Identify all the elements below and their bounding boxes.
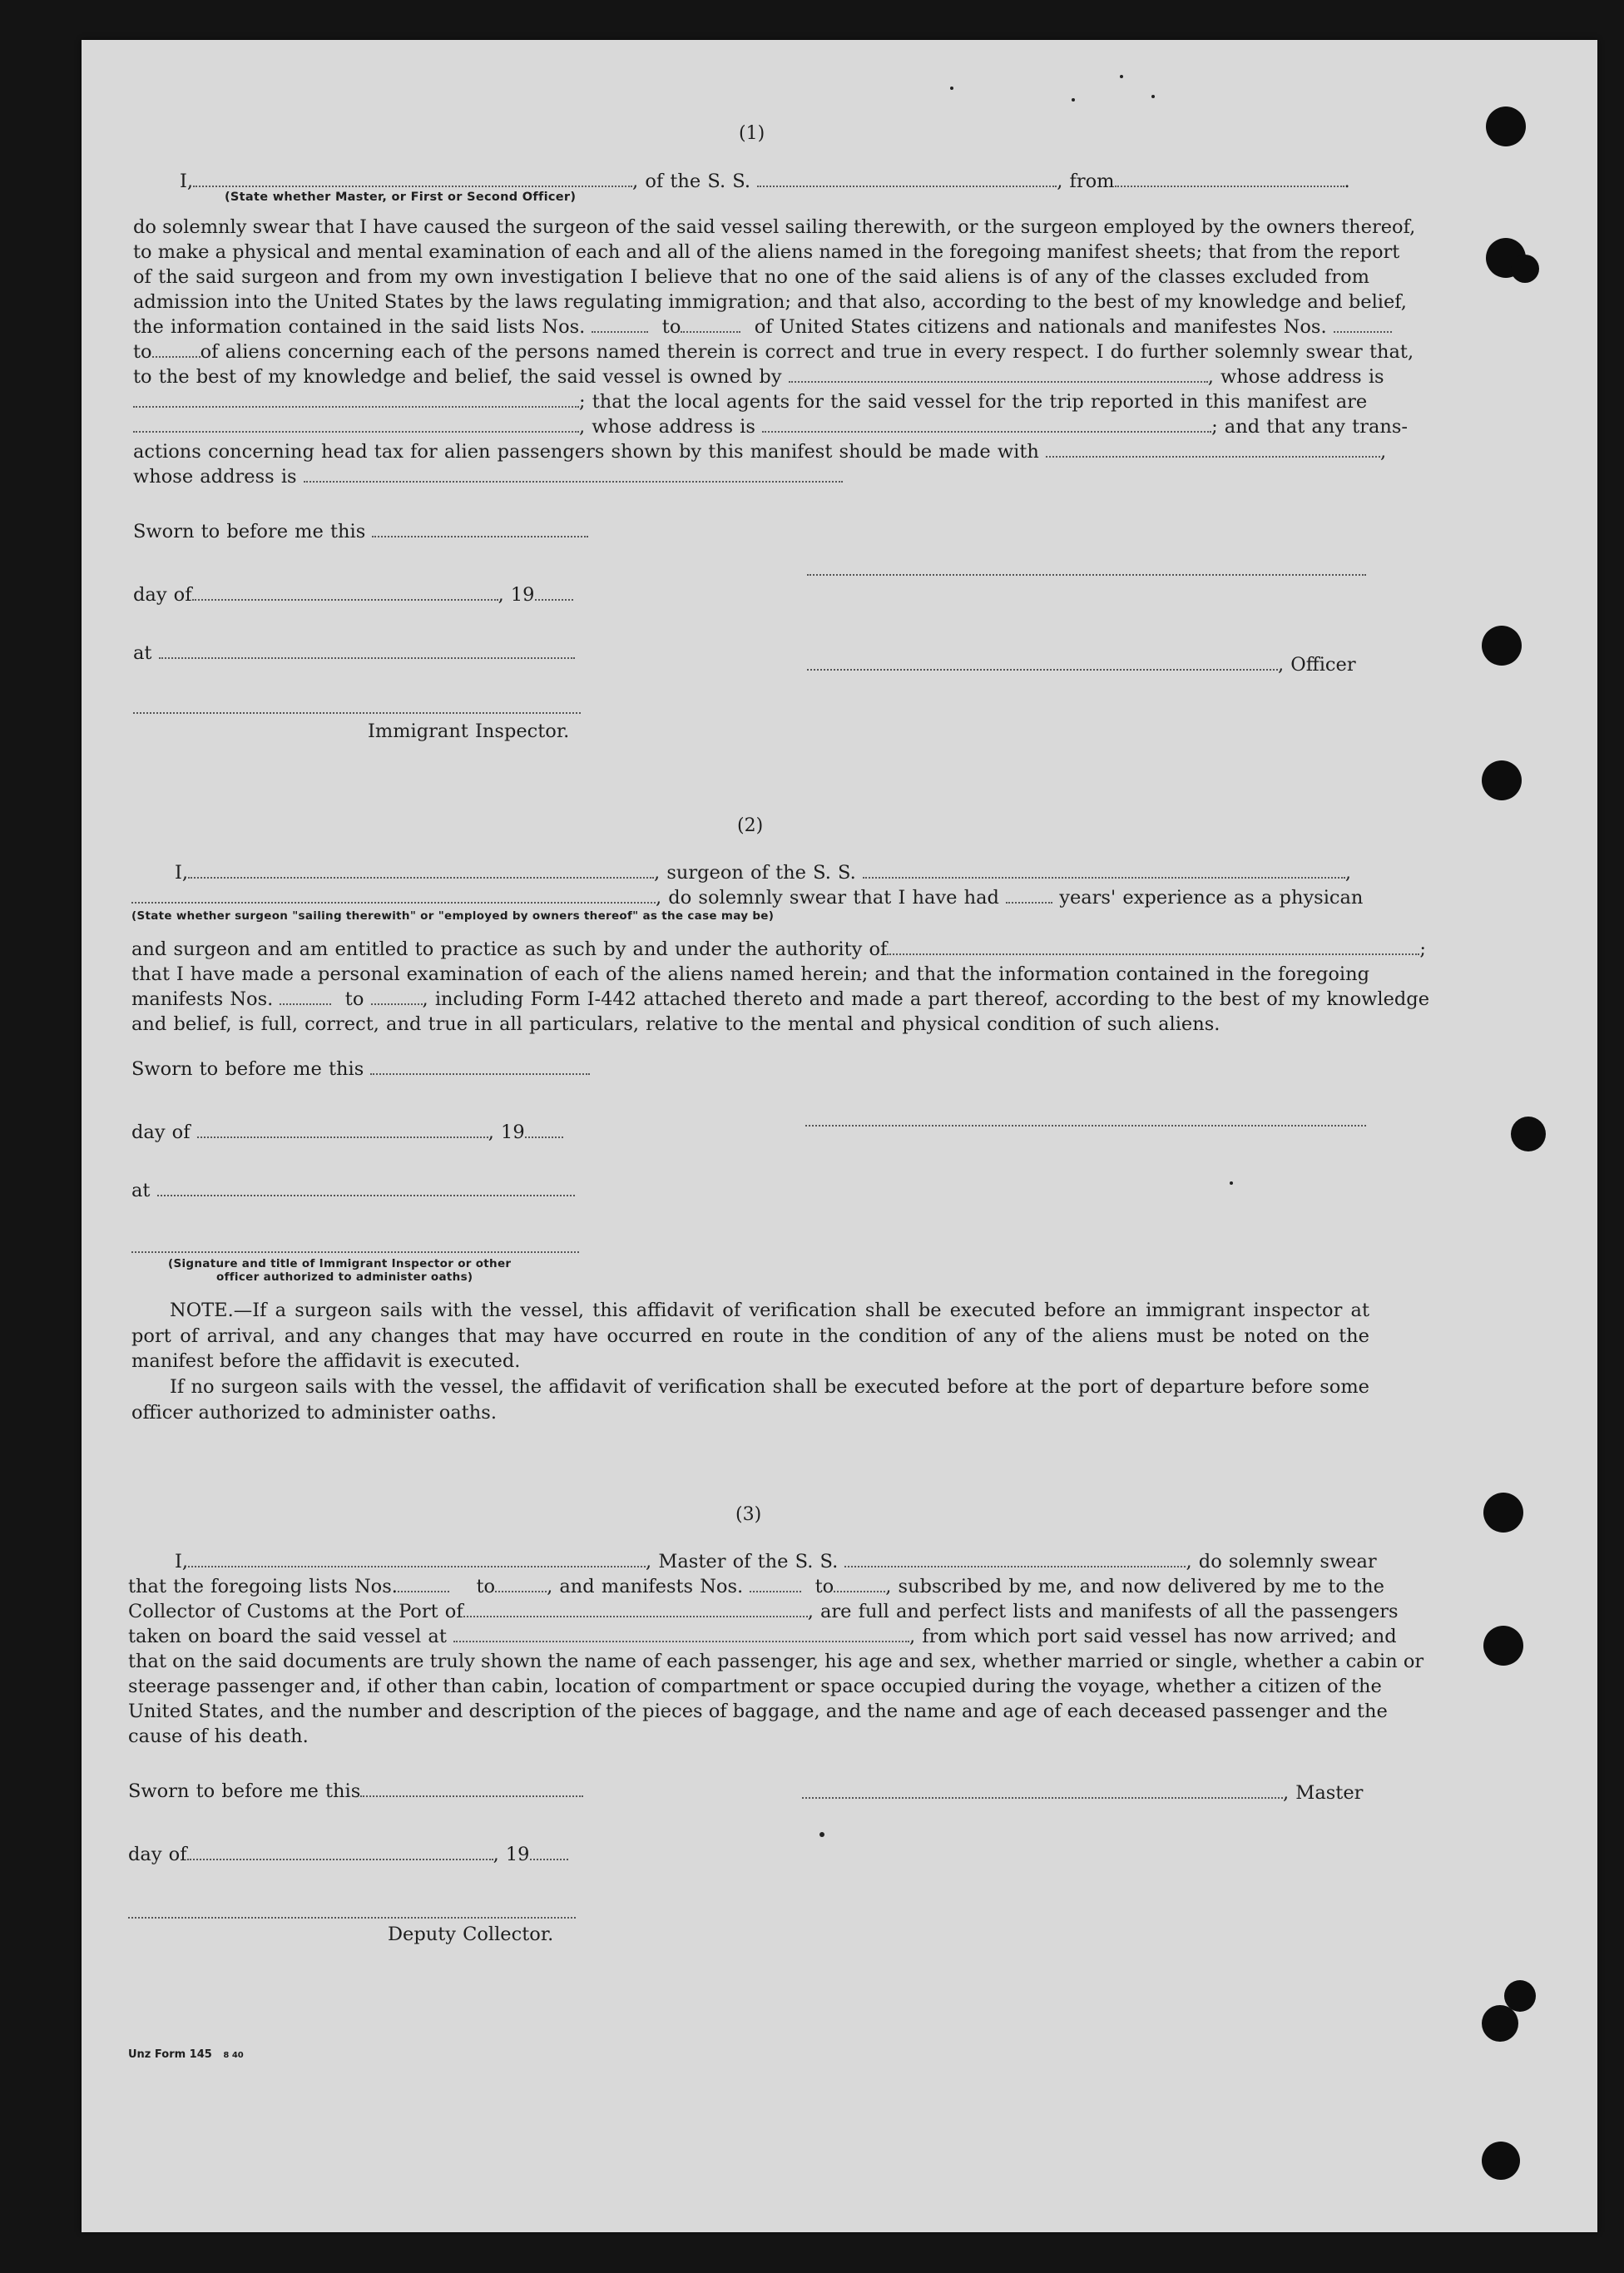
master-name-blank[interactable] <box>188 1554 646 1567</box>
years-experience-blank[interactable] <box>1006 890 1052 904</box>
s2-place-blank[interactable] <box>157 1183 575 1196</box>
surgeon-signature-blank[interactable] <box>805 1125 1366 1127</box>
officer-signature-blank[interactable] <box>807 574 1366 576</box>
s1-lists-line: the information contained in the said lists Nos. to of United States citizens and nationals and manifestes Nos. <box>133 314 1369 339</box>
s3-master-signature-line: , Master <box>802 1780 1363 1805</box>
s2-note-1: NOTE.—If a surgeon sails with the vessel, this affidavit of verification shall be executed before an immigrant inspector at port of arrival, and any changes that may have occurred en route in the condition of any of the aliens must be noted on the manifest before the affidavit is executed. <box>131 1300 1369 1372</box>
s3-deputy-label: Deputy Collector. <box>388 1924 554 1945</box>
surgeon-name-blank[interactable] <box>188 865 654 879</box>
headtax-contact-blank[interactable] <box>1046 444 1380 458</box>
speck <box>1120 75 1123 78</box>
s1-at-line: at <box>133 641 575 666</box>
section-2-number: (2) <box>737 815 764 836</box>
s2-vessel-name-blank[interactable] <box>863 865 1345 879</box>
s1-day-line: day of , 19 <box>133 582 573 607</box>
punch-hole <box>1482 2005 1518 2042</box>
punch-hole <box>1511 255 1539 283</box>
s1-sworn-line: Sworn to before me this <box>133 519 588 544</box>
s3-collector-line: Collector of Customs at the Port of , are full and perfect lists and manifests of all the passengers <box>128 1601 1399 1622</box>
officer-title-blank[interactable] <box>807 657 1278 671</box>
s3-body-line: United States, and the number and description of the pieces of baggage, and the name and age of each deceased passenger and the <box>128 1701 1388 1722</box>
port-of-blank[interactable] <box>463 1604 808 1617</box>
manifest-affidavit-page <box>82 40 1597 2232</box>
s1-body-line: of the said surgeon and from my own investigation I believe that no one of the said aliens is of any of the classes excluded from <box>133 266 1369 288</box>
s2-signature-note-1: (Signature and title of Immigrant Inspector or other <box>168 1257 512 1270</box>
s1-officer-signature-line: , Officer <box>807 652 1356 677</box>
speck <box>819 1832 824 1837</box>
s3-list-from-blank[interactable] <box>398 1579 449 1592</box>
speck <box>950 87 953 90</box>
list-no-from-blank[interactable] <box>592 319 648 333</box>
s2-surgeon-line: I, , surgeon of the S. S. , <box>175 862 1352 884</box>
place-blank[interactable] <box>159 646 575 659</box>
s1-body-line: do solemnly swear that I have caused the surgeon of the said vessel sailing therewith, or the surgeon employed by the owners thereof, <box>133 216 1416 238</box>
sworn-day-blank[interactable] <box>372 524 588 537</box>
punch-hole <box>1483 1493 1523 1533</box>
manifest-to-blank[interactable] <box>152 344 201 358</box>
s1-agents-line: ; that the local agents for the said vessel for the trip reported in this manifest are <box>133 389 1367 414</box>
s1-headtax-line: actions concerning head tax for alien passengers shown by this manifest should be made with , <box>133 441 1387 463</box>
speck <box>1072 98 1075 102</box>
s1-whose-address-line: whose address is <box>133 464 843 489</box>
s3-day-line: day of , 19 <box>128 1842 568 1867</box>
s3-sworn-line: Sworn to before me this <box>128 1779 583 1804</box>
surgeon-status-blank[interactable] <box>131 890 656 904</box>
month-blank[interactable] <box>192 587 498 601</box>
s2-month-blank[interactable] <box>197 1125 488 1138</box>
headtax-address-blank[interactable] <box>304 469 843 483</box>
authority-blank[interactable] <box>887 942 1419 955</box>
s1-body-line: admission into the United States by the laws regulating immigration; and that also, according to the best of my knowledge and belief, <box>133 291 1407 313</box>
s3-master-line: I, , Master of the S. S. , do solemnly swear <box>175 1551 1377 1572</box>
s2-signature-note-2: officer authorized to administer oaths) <box>216 1270 473 1284</box>
punch-hole <box>1486 106 1526 146</box>
port-from-blank[interactable] <box>1115 174 1344 187</box>
agents-name-blank[interactable] <box>133 419 579 433</box>
s1-owned-line: to the best of my knowledge and belief, the said vessel is owned by , whose address is <box>133 366 1384 388</box>
s3-sworn-day-blank[interactable] <box>360 1784 583 1797</box>
s2-belief-line: and belief, is full, correct, and true in all particulars, relative to the mental and physical condition of such aliens. <box>131 1013 1220 1035</box>
s1-to-line: to of aliens concerning each of the persons named therein is correct and true in every respect. I do further solemnly swear that, <box>133 341 1414 363</box>
section-1-number: (1) <box>739 123 765 144</box>
s1-officer-note: (State whether Master, or First or Second Officer) <box>225 191 577 204</box>
inspector-signature-blank[interactable] <box>133 712 581 714</box>
port-embarked-blank[interactable] <box>453 1629 909 1642</box>
s2-note-2: If no surgeon sails with the vessel, the affidavit of verification shall be executed before at the port of departure before some officer authorized to administer oaths. <box>131 1376 1369 1424</box>
s3-last-line: cause of his death. <box>128 1726 309 1747</box>
s1-inspector-label: Immigrant Inspector. <box>368 721 570 742</box>
manifest-no-blank[interactable] <box>1334 319 1392 333</box>
officer-name-blank[interactable] <box>193 174 632 187</box>
form-number: Unz Form 145 8 40 <box>128 2048 244 2061</box>
s3-manifest-from-blank[interactable] <box>750 1579 801 1592</box>
s3-year-blank[interactable] <box>530 1847 568 1860</box>
master-signature-blank[interactable] <box>802 1785 1283 1799</box>
s2-at-line: at <box>131 1178 575 1203</box>
vessel-name-blank[interactable] <box>757 174 1057 187</box>
s3-body-line: steerage passenger and, if other than cabin, location of compartment or space occupied during the voyage, whether a citizen of the <box>128 1676 1382 1697</box>
agents-address-blank[interactable] <box>762 419 1211 433</box>
section-3-number: (3) <box>735 1504 762 1525</box>
s2-experience-line: , do solemnly swear that I have had years' experience as a physican <box>131 885 1363 910</box>
speck <box>1230 1181 1233 1185</box>
year-blank[interactable] <box>535 587 573 601</box>
s2-examination-line: that I have made a personal examination of each of the aliens named herein; and that the information contained in the foregoing <box>131 963 1369 985</box>
s3-board-line: taken on board the said vessel at , from which port said vessel has now arrived; and <box>128 1626 1397 1647</box>
s3-vessel-name-blank[interactable] <box>844 1554 1186 1567</box>
s2-inspector-signature-blank[interactable] <box>131 1251 579 1253</box>
owner-name-blank[interactable] <box>789 369 1208 383</box>
s3-manifest-to-blank[interactable] <box>834 1579 885 1592</box>
punch-hole <box>1482 760 1522 800</box>
s3-list-to-blank[interactable] <box>495 1579 547 1592</box>
s3-month-blank[interactable] <box>187 1847 493 1860</box>
s2-manifest-to-blank[interactable] <box>371 992 423 1005</box>
s2-sworn-day-blank[interactable] <box>370 1062 590 1075</box>
list-no-to-blank[interactable] <box>681 319 740 333</box>
punch-hole <box>1482 2142 1520 2180</box>
punch-hole <box>1482 626 1522 666</box>
s2-surgeon-note: (State whether surgeon "sailing therewith" or "employed by owners thereof" as the case may be) <box>131 909 775 923</box>
owner-address-blank[interactable] <box>133 394 579 408</box>
s1-agents-address-line: , whose address is ; and that any trans- <box>133 414 1408 439</box>
s1-body-line: to make a physical and mental examination of each and all of the aliens named in the foregoing manifest sheets; that from the report <box>133 241 1400 263</box>
s3-lists-line: that the foregoing lists Nos. to , and manifests Nos. to , subscribed by me, and now delivered by me to the <box>128 1576 1384 1597</box>
s2-day-line: day of , 19 <box>131 1120 563 1145</box>
s1-officer-line: I, , of the S. S. , from . <box>180 171 1350 192</box>
punch-hole <box>1511 1117 1546 1151</box>
punch-hole <box>1483 1626 1523 1666</box>
s2-year-blank[interactable] <box>525 1125 563 1138</box>
s3-body-line: that on the said documents are truly shown the name of each passenger, his age and sex, whether married or single, whether a cabin or <box>128 1651 1424 1672</box>
deputy-signature-blank[interactable] <box>128 1917 576 1919</box>
s2-manifests-line: manifests Nos. to , including Form I-442 attached thereto and made a part thereof, according to the best of my knowledge <box>131 988 1430 1010</box>
s2-sworn-line: Sworn to before me this <box>131 1057 590 1082</box>
s2-manifest-from-blank[interactable] <box>280 992 331 1005</box>
speck <box>1151 95 1155 98</box>
s2-authority-line: and surgeon and am entitled to practice as such by and under the authority of ; <box>131 938 1426 960</box>
